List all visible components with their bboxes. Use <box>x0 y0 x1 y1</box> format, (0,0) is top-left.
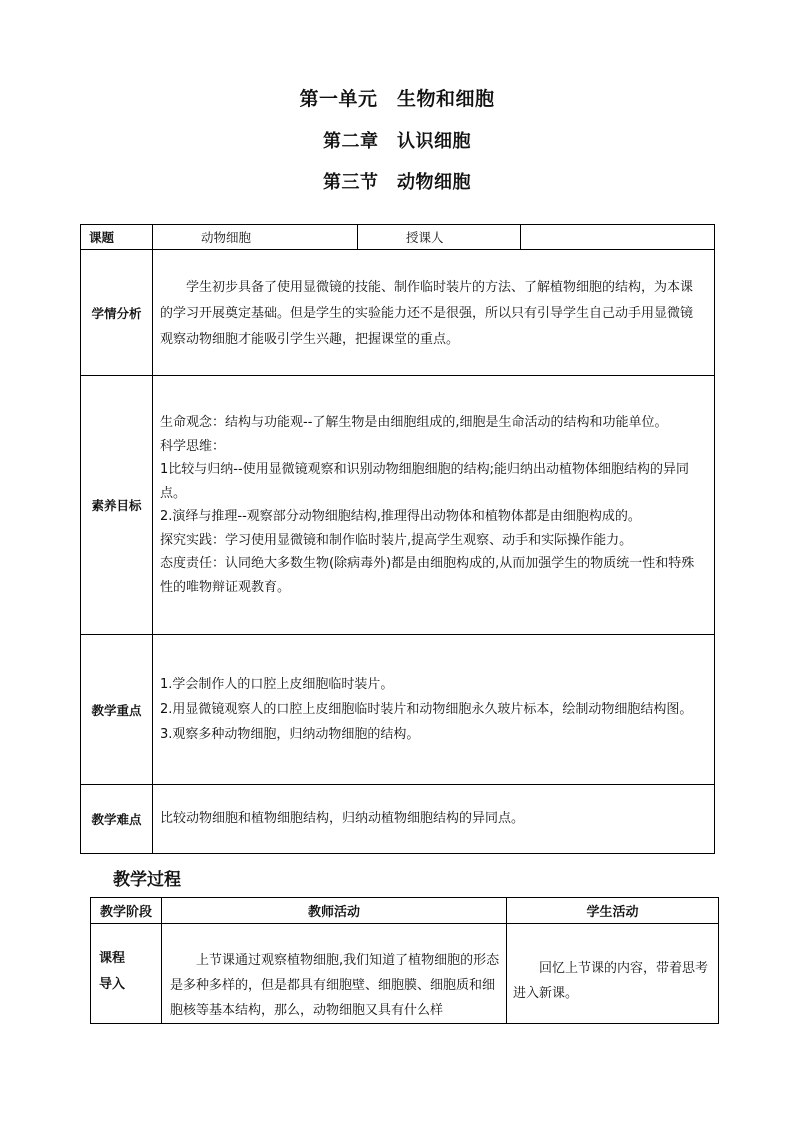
analysis-label: 学情分析 <box>81 250 153 376</box>
teacher-activity: 上节课通过观察植物细胞,我们知道了植物细胞的形态是多种多样的，但是都具有细胞壁、细胞膜、细胞质和细胞核等基本结构，那么，动物细胞又具有什么样 <box>170 953 500 1018</box>
literacy-cell <box>153 376 715 635</box>
chapter-title: 第二章 认识细胞 <box>323 131 471 152</box>
process-table <box>90 897 719 1024</box>
unit-title: 第一单元 生物和细胞 <box>299 88 495 110</box>
literacy-line: 态度责任：认同绝大多数生物(除病毒外)都是由细胞构成的,从而加强学生的物质统一性和特殊性的唯物辩证观教育。 <box>160 556 695 595</box>
teacher-label: 授课人 <box>358 225 521 250</box>
student-activity: 回忆上节课的内容，带着思考进入新课。 <box>513 960 709 1001</box>
literacy-line: 1比较与归纳--使用显微镜观察和识别动物细胞细胞的结构;能归纳出动植物体细胞结构的异同点。 <box>160 462 690 501</box>
teacher-activity-cell <box>162 924 507 1024</box>
literacy-line: 探究实践：学习使用显微镜和制作临时装片,提高学生观察、动手和实际操作能力。 <box>160 532 633 548</box>
difficulty-text: 比较动物细胞和植物细胞结构，归纳动植物细胞结构的异同点。 <box>153 785 715 854</box>
difficulty-label: 教学难点 <box>81 785 153 854</box>
key-point-item: 1.学会制作人的口腔上皮细胞临时装片。 <box>160 677 394 692</box>
key-point-item: 2.用显微镜观察人的口腔上皮细胞临时装片和动物细胞永久玻片标本，绘制动物细胞结构图。 <box>160 702 693 717</box>
key-points-cell <box>153 635 715 785</box>
lesson-info-table <box>80 224 715 854</box>
process-title: 教学过程 <box>113 870 181 890</box>
student-activity-cell <box>507 924 719 1024</box>
header-teacher: 教师活动 <box>162 898 507 924</box>
stage-name: 课程导入 <box>99 951 126 992</box>
key-point-item: 3.观察多种动物细胞，归纳动物细胞的结构。 <box>160 727 420 742</box>
literacy-label: 素养目标 <box>81 376 153 635</box>
header-stage: 教学阶段 <box>91 898 162 924</box>
literacy-line: 生命观念：结构与功能观--了解生物是由细胞组成的,细胞是生命活动的结构和功能单位。 <box>160 415 668 430</box>
teacher-value <box>521 225 715 250</box>
analysis-text-cell <box>153 250 715 376</box>
literacy-line: 2.演绎与推理--观察部分动物细胞结构,推理得出动物体和植物体都是由细胞构成的。 <box>160 509 641 524</box>
topic-value: 动物细胞 <box>153 225 358 250</box>
header-student: 学生活动 <box>507 898 719 924</box>
topic-label: 课题 <box>81 225 153 250</box>
key-points-label: 教学重点 <box>81 635 153 785</box>
stage-cell <box>91 924 162 1024</box>
analysis-text: 学生初步具备了使用显微镜的技能、制作临时装片的方法、了解植物细胞的结构，为本课的学习开展奠定基础。但是学生的实验能力还不是很强，所以只有引导学生自己动手用显微镜观察动物细胞才能吸引学生兴趣，把握课堂的重点。 <box>160 279 694 347</box>
literacy-line: 科学思维： <box>160 438 226 454</box>
section-title: 第三节 动物细胞 <box>323 172 471 193</box>
